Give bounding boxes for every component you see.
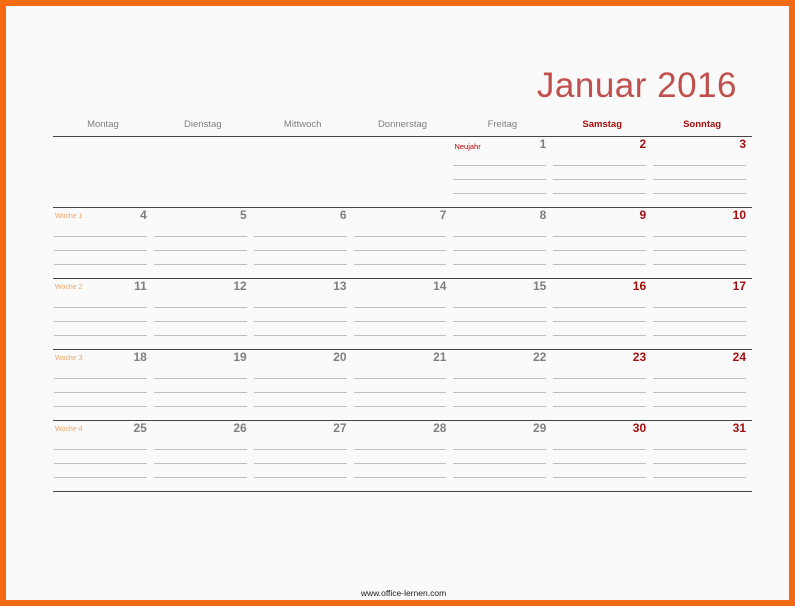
entry-line — [54, 378, 147, 379]
day-number: 14 — [433, 279, 447, 293]
entry-line — [653, 321, 746, 322]
entry-line — [653, 179, 746, 180]
entry-line — [553, 307, 646, 308]
entry-line — [254, 307, 347, 308]
day-number: 11 — [134, 279, 147, 293]
entry-line — [54, 264, 147, 265]
entry-line — [154, 236, 247, 237]
week-row — [53, 137, 752, 208]
day-number: 9 — [639, 208, 647, 222]
day-number: 23 — [632, 350, 647, 364]
entry-line — [54, 392, 147, 393]
week-number-label: Woche 4 — [55, 426, 83, 433]
day-number: 29 — [532, 421, 547, 435]
day-cell[interactable] — [452, 421, 552, 491]
entry-line — [154, 406, 247, 407]
day-number: 7 — [439, 208, 447, 222]
weekday-header — [53, 114, 752, 137]
day-cell[interactable] — [53, 279, 153, 349]
entry-line — [54, 477, 147, 478]
day-number: 15 — [532, 279, 547, 293]
entry-line — [653, 250, 746, 251]
day-cell[interactable] — [353, 421, 453, 491]
day-number: 31 — [732, 421, 747, 435]
footer-url: www.office-lernen.com — [360, 588, 447, 598]
entry-line — [553, 250, 646, 251]
week-number-label: Woche 1 — [55, 213, 83, 220]
day-cell[interactable] — [452, 208, 552, 278]
day-number: 21 — [433, 350, 447, 364]
day-cell[interactable] — [452, 350, 552, 420]
weekday-saturday: Samstag — [582, 119, 623, 130]
day-number: 12 — [233, 279, 247, 293]
weeks-container — [53, 137, 752, 492]
entry-line — [254, 463, 347, 464]
entry-line — [653, 307, 746, 308]
entry-line — [154, 463, 247, 464]
entry-line — [254, 321, 347, 322]
day-number: 30 — [632, 421, 647, 435]
day-number: 1 — [539, 137, 547, 151]
day-cell[interactable] — [552, 137, 652, 207]
day-cell[interactable] — [452, 137, 552, 207]
day-number: 25 — [133, 421, 147, 435]
day-number: 10 — [732, 208, 747, 222]
entry-line — [354, 463, 447, 464]
day-cell[interactable] — [253, 279, 353, 349]
entry-line — [553, 392, 646, 393]
entry-line — [254, 406, 347, 407]
entry-line — [453, 378, 546, 379]
entry-line — [553, 406, 646, 407]
entry-line — [453, 250, 546, 251]
day-cell[interactable] — [153, 350, 253, 420]
weekday-friday: Freitag — [487, 119, 518, 130]
day-cell[interactable] — [552, 279, 652, 349]
entry-line — [354, 449, 447, 450]
entry-line — [553, 165, 646, 166]
entry-line — [354, 392, 447, 393]
entry-line — [254, 449, 347, 450]
weekday-wednesday: Mittwoch — [283, 119, 322, 130]
entry-line — [354, 250, 447, 251]
entry-line — [354, 335, 447, 336]
day-cell[interactable] — [253, 350, 353, 420]
weekday-sunday: Sonntag — [683, 119, 722, 130]
day-cell[interactable] — [253, 208, 353, 278]
day-number: 4 — [140, 208, 147, 222]
entry-line — [254, 264, 347, 265]
entry-line — [254, 335, 347, 336]
entry-line — [453, 463, 546, 464]
entry-line — [54, 307, 147, 308]
day-cell[interactable] — [652, 137, 752, 207]
day-cell[interactable] — [153, 421, 253, 491]
entry-line — [553, 193, 646, 194]
week-row — [53, 208, 752, 279]
day-cell[interactable] — [153, 137, 253, 207]
holiday-label: Neujahr — [454, 142, 481, 151]
day-cell[interactable] — [253, 421, 353, 491]
entry-line — [653, 463, 746, 464]
entry-line — [653, 165, 746, 166]
day-cell[interactable] — [153, 208, 253, 278]
day-number: 22 — [532, 350, 547, 364]
day-number: 20 — [333, 350, 347, 364]
day-cell[interactable] — [652, 350, 752, 420]
day-number: 6 — [339, 208, 347, 222]
entry-line — [254, 378, 347, 379]
entry-line — [653, 335, 746, 336]
entry-line — [54, 335, 147, 336]
entry-line — [254, 236, 347, 237]
entry-line — [453, 477, 546, 478]
entry-line — [54, 236, 147, 237]
entry-line — [54, 463, 147, 464]
day-cell[interactable] — [652, 279, 752, 349]
entry-line — [553, 179, 646, 180]
entry-line — [453, 449, 546, 450]
entry-line — [354, 477, 447, 478]
entry-line — [453, 264, 546, 265]
entry-line — [553, 378, 646, 379]
entry-line — [553, 264, 646, 265]
entry-line — [254, 250, 347, 251]
entry-line — [453, 335, 546, 336]
day-cell[interactable] — [253, 137, 353, 207]
entry-line — [354, 236, 447, 237]
entry-line — [653, 477, 746, 478]
entry-line — [154, 477, 247, 478]
entry-line — [453, 307, 546, 308]
day-cell[interactable] — [53, 208, 153, 278]
entry-line — [54, 406, 147, 407]
weekday-tuesday: Dienstag — [184, 119, 222, 130]
day-number: 18 — [133, 350, 147, 364]
day-number: 3 — [739, 137, 747, 151]
day-cell[interactable] — [353, 279, 453, 349]
entry-line — [553, 449, 646, 450]
entry-line — [154, 250, 247, 251]
day-cell[interactable] — [652, 421, 752, 491]
entry-line — [453, 165, 546, 166]
day-number: 2 — [639, 137, 647, 151]
entry-line — [553, 463, 646, 464]
entry-line — [354, 307, 447, 308]
day-cell[interactable] — [452, 279, 552, 349]
entry-line — [154, 335, 247, 336]
day-cell[interactable] — [353, 350, 453, 420]
weekday-thursday: Donnerstag — [377, 119, 428, 130]
day-cell[interactable] — [53, 137, 153, 207]
day-number: 27 — [333, 421, 347, 435]
entry-line — [653, 193, 746, 194]
day-cell[interactable] — [353, 208, 453, 278]
entry-line — [453, 236, 546, 237]
day-number: 26 — [233, 421, 247, 435]
day-number: 17 — [732, 279, 747, 293]
entry-line — [154, 264, 247, 265]
day-number: 13 — [333, 279, 347, 293]
entry-line — [453, 193, 546, 194]
entry-line — [354, 321, 447, 322]
entry-line — [553, 477, 646, 478]
entry-line — [54, 449, 147, 450]
day-cell[interactable] — [652, 208, 752, 278]
day-number: 8 — [539, 208, 547, 222]
week-number-label: Woche 3 — [55, 355, 83, 362]
week-number-label: Woche 2 — [55, 284, 83, 291]
entry-line — [154, 392, 247, 393]
day-cell[interactable] — [552, 421, 652, 491]
day-number: 19 — [233, 350, 247, 364]
entry-line — [354, 264, 447, 265]
day-number: 28 — [433, 421, 447, 435]
day-number: 24 — [732, 350, 747, 364]
calendar-grid — [53, 114, 752, 492]
entry-line — [54, 250, 147, 251]
entry-line — [154, 307, 247, 308]
entry-line — [653, 264, 746, 265]
entry-line — [453, 179, 546, 180]
entry-line — [54, 321, 147, 322]
entry-line — [354, 406, 447, 407]
entry-line — [453, 406, 546, 407]
entry-line — [354, 378, 447, 379]
day-cell[interactable] — [552, 208, 652, 278]
entry-line — [653, 236, 746, 237]
entry-line — [154, 449, 247, 450]
entry-line — [154, 378, 247, 379]
entry-line — [453, 321, 546, 322]
week-row — [53, 350, 752, 421]
entry-line — [154, 321, 247, 322]
entry-line — [553, 236, 646, 237]
day-cell[interactable] — [353, 137, 453, 207]
calendar-title: Januar 2016 — [536, 66, 737, 105]
entry-line — [653, 392, 746, 393]
day-cell[interactable] — [153, 279, 253, 349]
entry-line — [653, 378, 746, 379]
day-number: 16 — [632, 279, 647, 293]
entry-line — [254, 392, 347, 393]
day-cell[interactable] — [53, 421, 153, 491]
day-number: 5 — [240, 208, 247, 222]
entry-line — [653, 449, 746, 450]
week-row — [53, 421, 752, 492]
day-cell[interactable] — [552, 350, 652, 420]
week-row — [53, 279, 752, 350]
entry-line — [254, 477, 347, 478]
entry-line — [553, 335, 646, 336]
entry-line — [453, 392, 546, 393]
entry-line — [653, 406, 746, 407]
weekday-monday: Montag — [87, 119, 119, 130]
entry-line — [553, 321, 646, 322]
day-cell[interactable] — [53, 350, 153, 420]
